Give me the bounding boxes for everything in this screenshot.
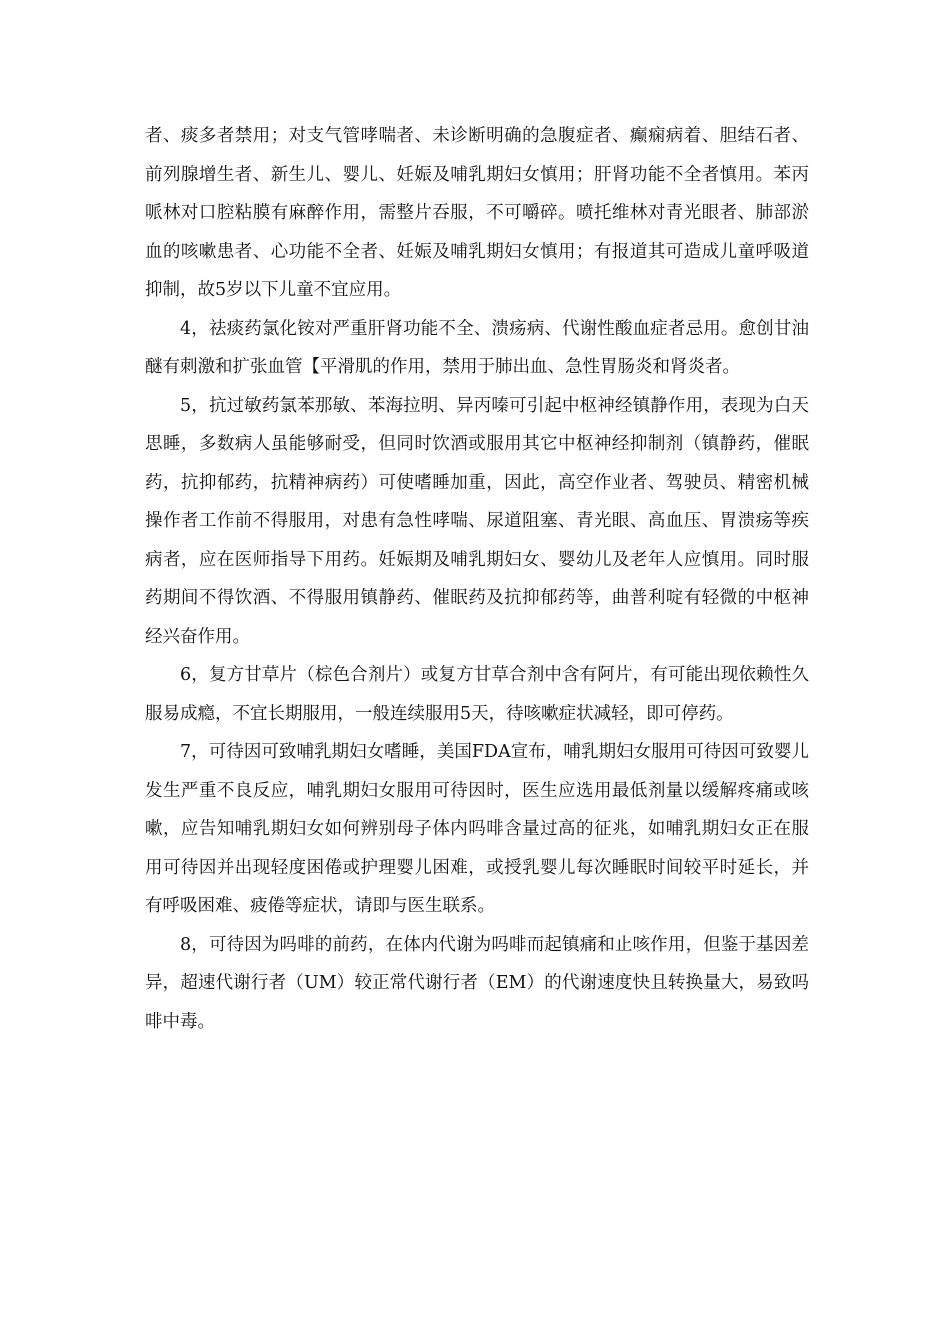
paragraph-item-4: 4，祛痰药氯化铵对严重肝肾功能不全、溃疡病、代谢性酸血症者忌用。愈创甘油醚有刺激和扩张血管【平滑肌的作用，禁用于肺出血、急性胃肠炎和肾炎者。: [145, 318, 809, 377]
paragraph-item-7: 7，可待因可致哺乳期妇女嗜睡，美国FDA宣布，哺乳期妇女服用可待因可致婴儿发生严重不良反应，哺乳期妇女服用可待因时，医生应选用最低剂量以缓解疼痛或咳嗽，应告知哺乳期妇女如何辨别母子体内吗啡含量过高的征兆，如哺乳期妇女正在服用可待因并出现轻度困倦或护理婴儿困难，或授乳婴儿每次睡眠时间较平时延长，并有呼吸困难、疲倦等症状，请即与医生联系。: [145, 742, 809, 916]
paragraph-continuation: 者、痰多者禁用；对支气管哮喘者、未诊断明确的急腹症者、癫痫病着、胆结石者、前列腺增生者、新生儿、婴儿、妊娠及哺乳期妇女慎用；肝肾功能不全者慎用。苯丙哌林对口腔粘膜有麻醉作用，需整片吞服，不可嚼碎。喷托维林对青光眼者、肺部淤血的咳嗽患者、心功能不全者、妊娠及哺乳期妇女慎用；有报道其可造成儿童呼吸道抑制，故5岁以下儿童不宜应用。: [145, 126, 809, 300]
paragraph-item-6: 6，复方甘草片（棕色合剂片）或复方甘草合剂中含有阿片，有可能出现依赖性久服易成瘾，不宜长期服用，一般连续服用5天，待咳嗽症状减轻，即可停药。: [145, 665, 809, 724]
document-body: [145, 117, 809, 1041]
paragraph-item-8: 8，可待因为吗啡的前药，在体内代谢为吗啡而起镇痛和止咳作用，但鉴于基因差异，超速代谢行者（UM）较正常代谢行者（EM）的代谢速度快且转换量大，易致吗啡中毒。: [145, 934, 809, 1032]
paragraph-item-5: 5，抗过敏药氯苯那敏、苯海拉明、异丙嗪可引起中枢神经镇静作用，表现为白天思睡，多数病人虽能够耐受，但同时饮酒或服用其它中枢神经抑制剂（镇静药，催眠药，抗抑郁药，抗精神病药）可使嗜睡加重，因此，高空作业者、驾驶员、精密机械操作者工作前不得服用，对患有急性哮喘、尿道阻塞、青光眼、高血压、胃溃疡等疾病者，应在医师指导下用药。妊娠期及哺乳期妇女、婴幼儿及老年人应慎用。同时服药期间不得饮酒、不得服用镇静药、催眠药及抗抑郁药等，曲普利啶有轻微的中枢神经兴奋作用。: [145, 395, 809, 647]
